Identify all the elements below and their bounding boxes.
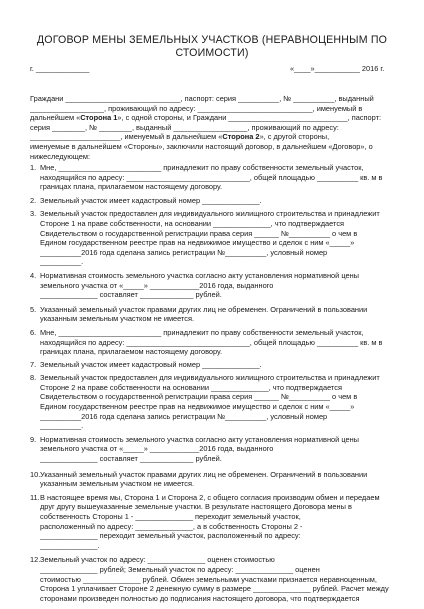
clause-line: Едином государственном реестре прав на недвижимое имущество и сделок с ним «_____» bbox=[40, 402, 355, 412]
clause-item bbox=[30, 305, 394, 324]
place-field: г. _____________ bbox=[30, 64, 90, 73]
clause-item bbox=[30, 196, 394, 206]
intro-line: нижеследующем: bbox=[30, 151, 91, 161]
clause-line: Мне, _________________________ принадлежит по праву собственности земельный участок, bbox=[40, 327, 364, 337]
clause-number: 2. bbox=[30, 195, 37, 205]
clause-item bbox=[30, 493, 394, 551]
clause-item bbox=[30, 209, 394, 267]
clause-line: Стороне 1 на праве собственности, на основании ______________, что подтверждается bbox=[40, 218, 345, 228]
clause-line: Свидетельством о государственной регистрации права серия ______ №__________ о чем в bbox=[40, 392, 358, 402]
clause-line: Едином государственном реестре прав на недвижимое имущество и сделок с ним «_____» bbox=[40, 238, 355, 248]
clause-line: Мне, _________________________ принадлежит по праву собственности земельный участок, bbox=[40, 163, 364, 172]
clause-number: 12. bbox=[30, 555, 41, 565]
clause-item bbox=[30, 163, 394, 192]
clause-line: Указанный земельный участок правами других лиц не обременен. Ограничений в пользовании bbox=[40, 304, 368, 314]
clause-line: границах плана, прилагаемом настоящему договору. bbox=[40, 347, 223, 357]
clause-number: 10. bbox=[30, 469, 41, 479]
clause-line: Земельный участок имеет кадастровый номер ______________. bbox=[40, 195, 262, 205]
clause-line: Земельный участок предоставлен для индивидуального жилищного строительства и принадлежит bbox=[40, 209, 380, 219]
intro-line: дальнейшем «Сторона 1», с одной стороны, и Граждани _____________________________, паспорт: bbox=[30, 113, 382, 123]
clause-number: 5. bbox=[30, 304, 37, 314]
clause-line: границах плана, прилагаемом настоящему договору. bbox=[40, 182, 223, 192]
clause-line: __________2016 года сделана запись регистрации №__________, условный номер bbox=[40, 411, 328, 421]
clause-line: стоимостью ______________ рублей. Обмен земельными участками признается неравноценным, bbox=[40, 574, 377, 584]
intro-line: именуемые в дальнейшем «Стороны», заключили настоящий договор, в дальнейшем «Договор», о bbox=[30, 141, 373, 151]
clause-line: Сторона 1 уплачивает Стороне 2 денежную сумму в размере ______________ рублей. Расчет между bbox=[40, 584, 389, 594]
clause-item bbox=[30, 373, 394, 431]
clause-line: Стороне 2 на праве собственности на основании ______________, что подтверждается bbox=[40, 382, 342, 392]
clause-number: 8. bbox=[30, 373, 37, 383]
intro-paragraph bbox=[30, 94, 394, 161]
clause-number: 7. bbox=[30, 359, 37, 369]
clause-line: расположенный по адресу: ______________, а в собственность Стороны 2 - bbox=[40, 521, 303, 531]
clause-line: указанным земельным участком не имеется. bbox=[40, 314, 195, 324]
clause-item bbox=[30, 435, 394, 464]
clause-line: указанным земельным участком не имеется. bbox=[40, 479, 195, 489]
clause-item bbox=[30, 555, 394, 603]
clause-line: друг другу вышеуказанные земельные участки. В результате настоящего Договора мены в bbox=[40, 502, 352, 512]
clause-line: Нормативная стоимость земельного участка согласно акту установления нормативной цены bbox=[40, 270, 359, 280]
clause-line: Земельный участок по адресу: ______________ оценен стоимостью bbox=[40, 555, 275, 565]
clause-number: 1. bbox=[30, 163, 37, 172]
clause-item bbox=[30, 328, 394, 357]
clause-line: В настоящее время мы, Сторона 1 и Сторона 2, с общего согласия производим обмен и передаем bbox=[40, 492, 380, 502]
clause-item bbox=[30, 271, 394, 300]
clause-line: сторонами произведен полностью до подписания настоящего договора, что подтверждается bbox=[40, 593, 360, 603]
clause-line: земельного участка от «_____» ____________2016 года, выданного bbox=[40, 444, 274, 454]
clause-list bbox=[30, 163, 394, 609]
clause-line: Свидетельством о государственной регистрации права серия ______ №__________ о чем в bbox=[40, 228, 358, 238]
clause-line: Земельный участок имеет кадастровый номер ______________. bbox=[40, 359, 262, 369]
intro-line: __________________, проживающий по адресу: ____________________________, именуемый в bbox=[30, 103, 363, 113]
clause-line: __________2016 года сделана запись регистрации №__________, условный номер bbox=[40, 247, 328, 257]
clause-number: 9. bbox=[30, 434, 37, 444]
intro-line: серия ________, № ________, выданный __________________, проживающий по адресу: bbox=[30, 122, 339, 132]
clause-number: 11. bbox=[30, 492, 40, 502]
clause-line: земельного участка от «_____» ____________2016 года, выданного bbox=[40, 280, 274, 290]
clause-line: находящийся по адресу: ______________________________, общей площадью __________ кв. м в bbox=[40, 337, 383, 347]
clause-line: ______________ переходит земельный участок, расположенный по адресу: bbox=[40, 531, 301, 541]
clause-line: Нормативная стоимость земельного участка согласно акту установления нормативной цены bbox=[40, 434, 359, 444]
clause-line: Указанный земельный участок правами других лиц не обременен. Ограничений в пользовании bbox=[40, 469, 368, 479]
clause-line: __________. bbox=[40, 421, 84, 431]
clause-line: ______________ рублей; Земельный участок по адресу: ______________ оценен bbox=[40, 564, 320, 574]
clause-line: ______________ составляет _____________ рублей. bbox=[40, 454, 222, 464]
clause-line: ______________ составляет _____________ рублей. bbox=[40, 290, 222, 300]
clause-item bbox=[30, 360, 394, 370]
clause-line: находящийся по адресу: ______________________________, общей площадью __________ кв. м в bbox=[40, 172, 383, 182]
intro-line: ______________________, именуемый в дальнейшем «Сторона 2», с другой стороны, bbox=[30, 132, 330, 142]
clause-item bbox=[30, 470, 394, 489]
clause-line: собственность Стороны 1 - ______________ переходит земельный участок, bbox=[40, 512, 301, 521]
clause-line: __________. bbox=[40, 257, 84, 267]
clause-number: 3. bbox=[30, 209, 37, 219]
document-title: ДОГОВОР МЕНЫ ЗЕМЕЛЬНЫХ УЧАСТКОВ (НЕРАВНОЦЕННЫМ ПО СТОИМОСТИ) bbox=[36, 34, 388, 59]
clause-number: 6. bbox=[30, 327, 37, 337]
intro-line: Граждани ____________________________, паспорт: серия __________, № __________, выданный bbox=[30, 94, 374, 103]
clause-line: ______________. bbox=[40, 540, 100, 550]
clause-number: 4. bbox=[30, 270, 37, 280]
date-field: «____»___________ 2016 г. bbox=[290, 64, 385, 73]
clause-line: Земельный участок предоставлен для индивидуального жилищного строительства и принадлежит bbox=[40, 373, 380, 383]
